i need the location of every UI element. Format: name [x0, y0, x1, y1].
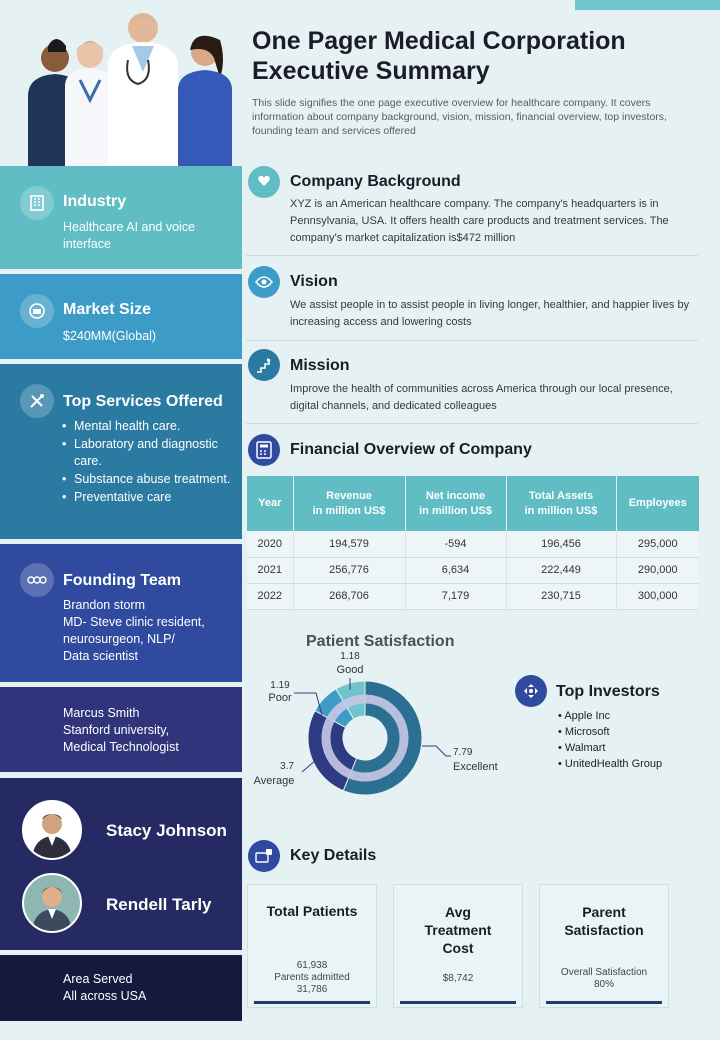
page-subtitle: This slide signifies the one page executive overview for healthcare company. It covers information about company background, vision, mission, financial overview, top investors, founding team and services offered [252, 97, 667, 137]
member-detail: Stanford university, [63, 723, 170, 737]
column-header [293, 476, 405, 531]
table-cell: 194,579 [293, 531, 405, 557]
card-title [394, 903, 522, 957]
divider [246, 340, 698, 341]
chart-label-poor-name: Poor [268, 692, 292, 704]
founding-team-text [63, 597, 238, 665]
table-cell: -594 [405, 531, 506, 557]
table-cell: 2021 [247, 557, 293, 583]
vision-text: We assist people in to assist people in living longer, healthier, and happier lives by increasing access and lowering costs [290, 299, 690, 328]
table-cell: 6,634 [405, 557, 506, 583]
chart-label-average-value: 3.7 [280, 761, 294, 772]
financial-overview-title: Financial Overview of Company [290, 441, 532, 458]
investors-list [558, 708, 662, 772]
chart-label-poor-value: 1.19 [270, 680, 290, 691]
header-text: Net income [425, 489, 486, 502]
card-value: 31,786 [296, 984, 328, 995]
founder-detail: Data scientist [63, 649, 139, 663]
column-header [247, 476, 293, 531]
market-size-value: $240MM(Global) [63, 329, 157, 343]
table-cell: 2022 [247, 583, 293, 609]
mission-title: Mission [290, 357, 350, 374]
table-cell: 222,449 [506, 557, 616, 583]
market-size-title: Market Size [63, 301, 152, 318]
market-icon [20, 294, 54, 328]
member-name: Marcus Smith [63, 706, 140, 720]
divider [246, 255, 698, 256]
page-title [252, 26, 692, 86]
card-title-line: Avg [445, 904, 471, 920]
medical-team-photo [10, 0, 242, 166]
list-item: • UnitedHealth Group [558, 756, 662, 772]
card-title-line: Treatment [424, 922, 492, 938]
list-item: • Walmart [558, 740, 662, 756]
founding-team-title: Founding Team [63, 572, 181, 589]
list-item: • Microsoft [558, 724, 662, 740]
top-investors-title: Top Investors [556, 683, 660, 700]
header-text: in million US$ [524, 504, 598, 517]
title-line-1: One Pager Medical Corporation [252, 27, 626, 55]
patient-satisfaction-chart [246, 648, 516, 818]
card-body [540, 967, 668, 991]
services-icon [20, 384, 54, 418]
table-cell: 300,000 [616, 583, 699, 609]
column-header [616, 476, 699, 531]
chart-label-excellent-value: 7.79 [453, 747, 473, 758]
card-label: Overall Satisfaction [560, 967, 648, 978]
leader-excellent [422, 746, 451, 756]
company-background-title: Company Background [290, 173, 461, 190]
industry-title: Industry [63, 193, 127, 210]
founder-name: Brandon storm [63, 598, 145, 612]
card-title-line: Parent [582, 904, 626, 920]
table-cell: 7,179 [405, 583, 506, 609]
hands-heart-icon [248, 166, 280, 198]
building-icon [20, 186, 54, 220]
list-item: • Substance abuse treatment. [62, 471, 238, 488]
area-served-text [63, 971, 233, 1005]
industry-panel [0, 166, 242, 269]
list-item: • Preventative care [62, 489, 238, 506]
card-label: Parents admitted [274, 972, 350, 983]
table-cell: 196,456 [506, 531, 616, 557]
mission-text: Improve the health of communities across America through our local presence, digital channels, and dedicated colleagues [290, 383, 673, 412]
header-text: Revenue [326, 489, 372, 502]
area-served-panel [0, 955, 242, 1021]
header-text: Total Assets [528, 489, 594, 502]
card-title-line: Satisfaction [564, 922, 644, 938]
divider [246, 423, 698, 424]
title-line-2: Executive Summary [252, 57, 490, 85]
card-bar [546, 1001, 662, 1004]
card-bar [400, 1001, 516, 1004]
table-header-row [247, 476, 699, 531]
card-bar [254, 1001, 370, 1004]
column-header [405, 476, 506, 531]
people-panel [0, 778, 242, 950]
table-row [247, 557, 699, 583]
header-text: Employees [628, 497, 687, 509]
table-cell: 256,776 [293, 557, 405, 583]
market-size-panel [0, 274, 242, 359]
header-text: Year [258, 497, 282, 509]
table-cell: 2020 [247, 531, 293, 557]
header-text: in million US$ [312, 504, 386, 517]
parent-satisfaction-card [539, 884, 669, 1008]
marcus-text [63, 705, 238, 756]
marcus-panel [0, 687, 242, 772]
table-cell: 295,000 [616, 531, 699, 557]
founder-detail: MD- Steve clinic resident, [63, 615, 205, 629]
avatar [22, 800, 82, 860]
financial-table [247, 476, 699, 610]
eye-icon [248, 266, 280, 298]
top-accent-bar [575, 0, 720, 10]
card-lock-icon [248, 840, 280, 872]
chart-label-good-value: 1.18 [340, 651, 360, 662]
table-cell: 230,715 [506, 583, 616, 609]
table-cell: 268,706 [293, 583, 405, 609]
card-value: $8,742 [442, 973, 474, 984]
card-value: 61,938 [296, 960, 328, 971]
person-name: Rendell Tarly [106, 895, 212, 914]
avg-treatment-cost-card [393, 884, 523, 1008]
card-title-line: Cost [442, 940, 474, 956]
services-title: Top Services Offered [63, 393, 223, 410]
founding-team-panel [0, 544, 242, 682]
vision-title: Vision [290, 273, 338, 290]
avatar [22, 873, 82, 933]
arrows-icon [515, 675, 547, 707]
founder-detail: neurosurgeon, NLP/ [63, 632, 175, 646]
table-row [247, 531, 699, 557]
company-background-text: XYZ is an American healthcare company. The company's headquarters is in Pennsylvania, USA. It offers health care products and treatment services. The company's market capitalization is$472 million [290, 198, 669, 244]
flag-stairs-icon [248, 349, 280, 381]
calculator-icon [248, 434, 280, 466]
card-value: 80% [593, 979, 614, 990]
chart-label-excellent-name: Excellent [453, 761, 498, 773]
table-row [247, 583, 699, 609]
list-item: • Mental health care. [62, 418, 238, 435]
area-value: All across USA [63, 989, 147, 1003]
chart-label-average-name: Average [253, 775, 295, 787]
services-panel [0, 364, 242, 539]
member-detail: Medical Technologist [63, 740, 179, 754]
card-title [540, 903, 668, 939]
key-details-title: Key Details [290, 847, 377, 864]
industry-text: Healthcare AI and voice interface [63, 220, 196, 251]
card-body [248, 960, 376, 996]
total-patients-card [247, 884, 377, 1008]
card-title: Total Patients [266, 903, 358, 919]
header-text: in million US$ [419, 504, 492, 517]
person-name: Stacy Johnson [106, 821, 227, 840]
column-header [506, 476, 616, 531]
chart-label-good-name: Good [336, 664, 364, 676]
team-icon [20, 563, 54, 597]
services-list [62, 418, 238, 507]
area-label: Area Served [63, 972, 133, 986]
chart-title: Patient Satisfaction [306, 633, 455, 650]
list-item: • Laboratory and diagnostic care. [62, 436, 238, 470]
table-cell: 290,000 [616, 557, 699, 583]
list-item: • Apple Inc [558, 708, 662, 724]
